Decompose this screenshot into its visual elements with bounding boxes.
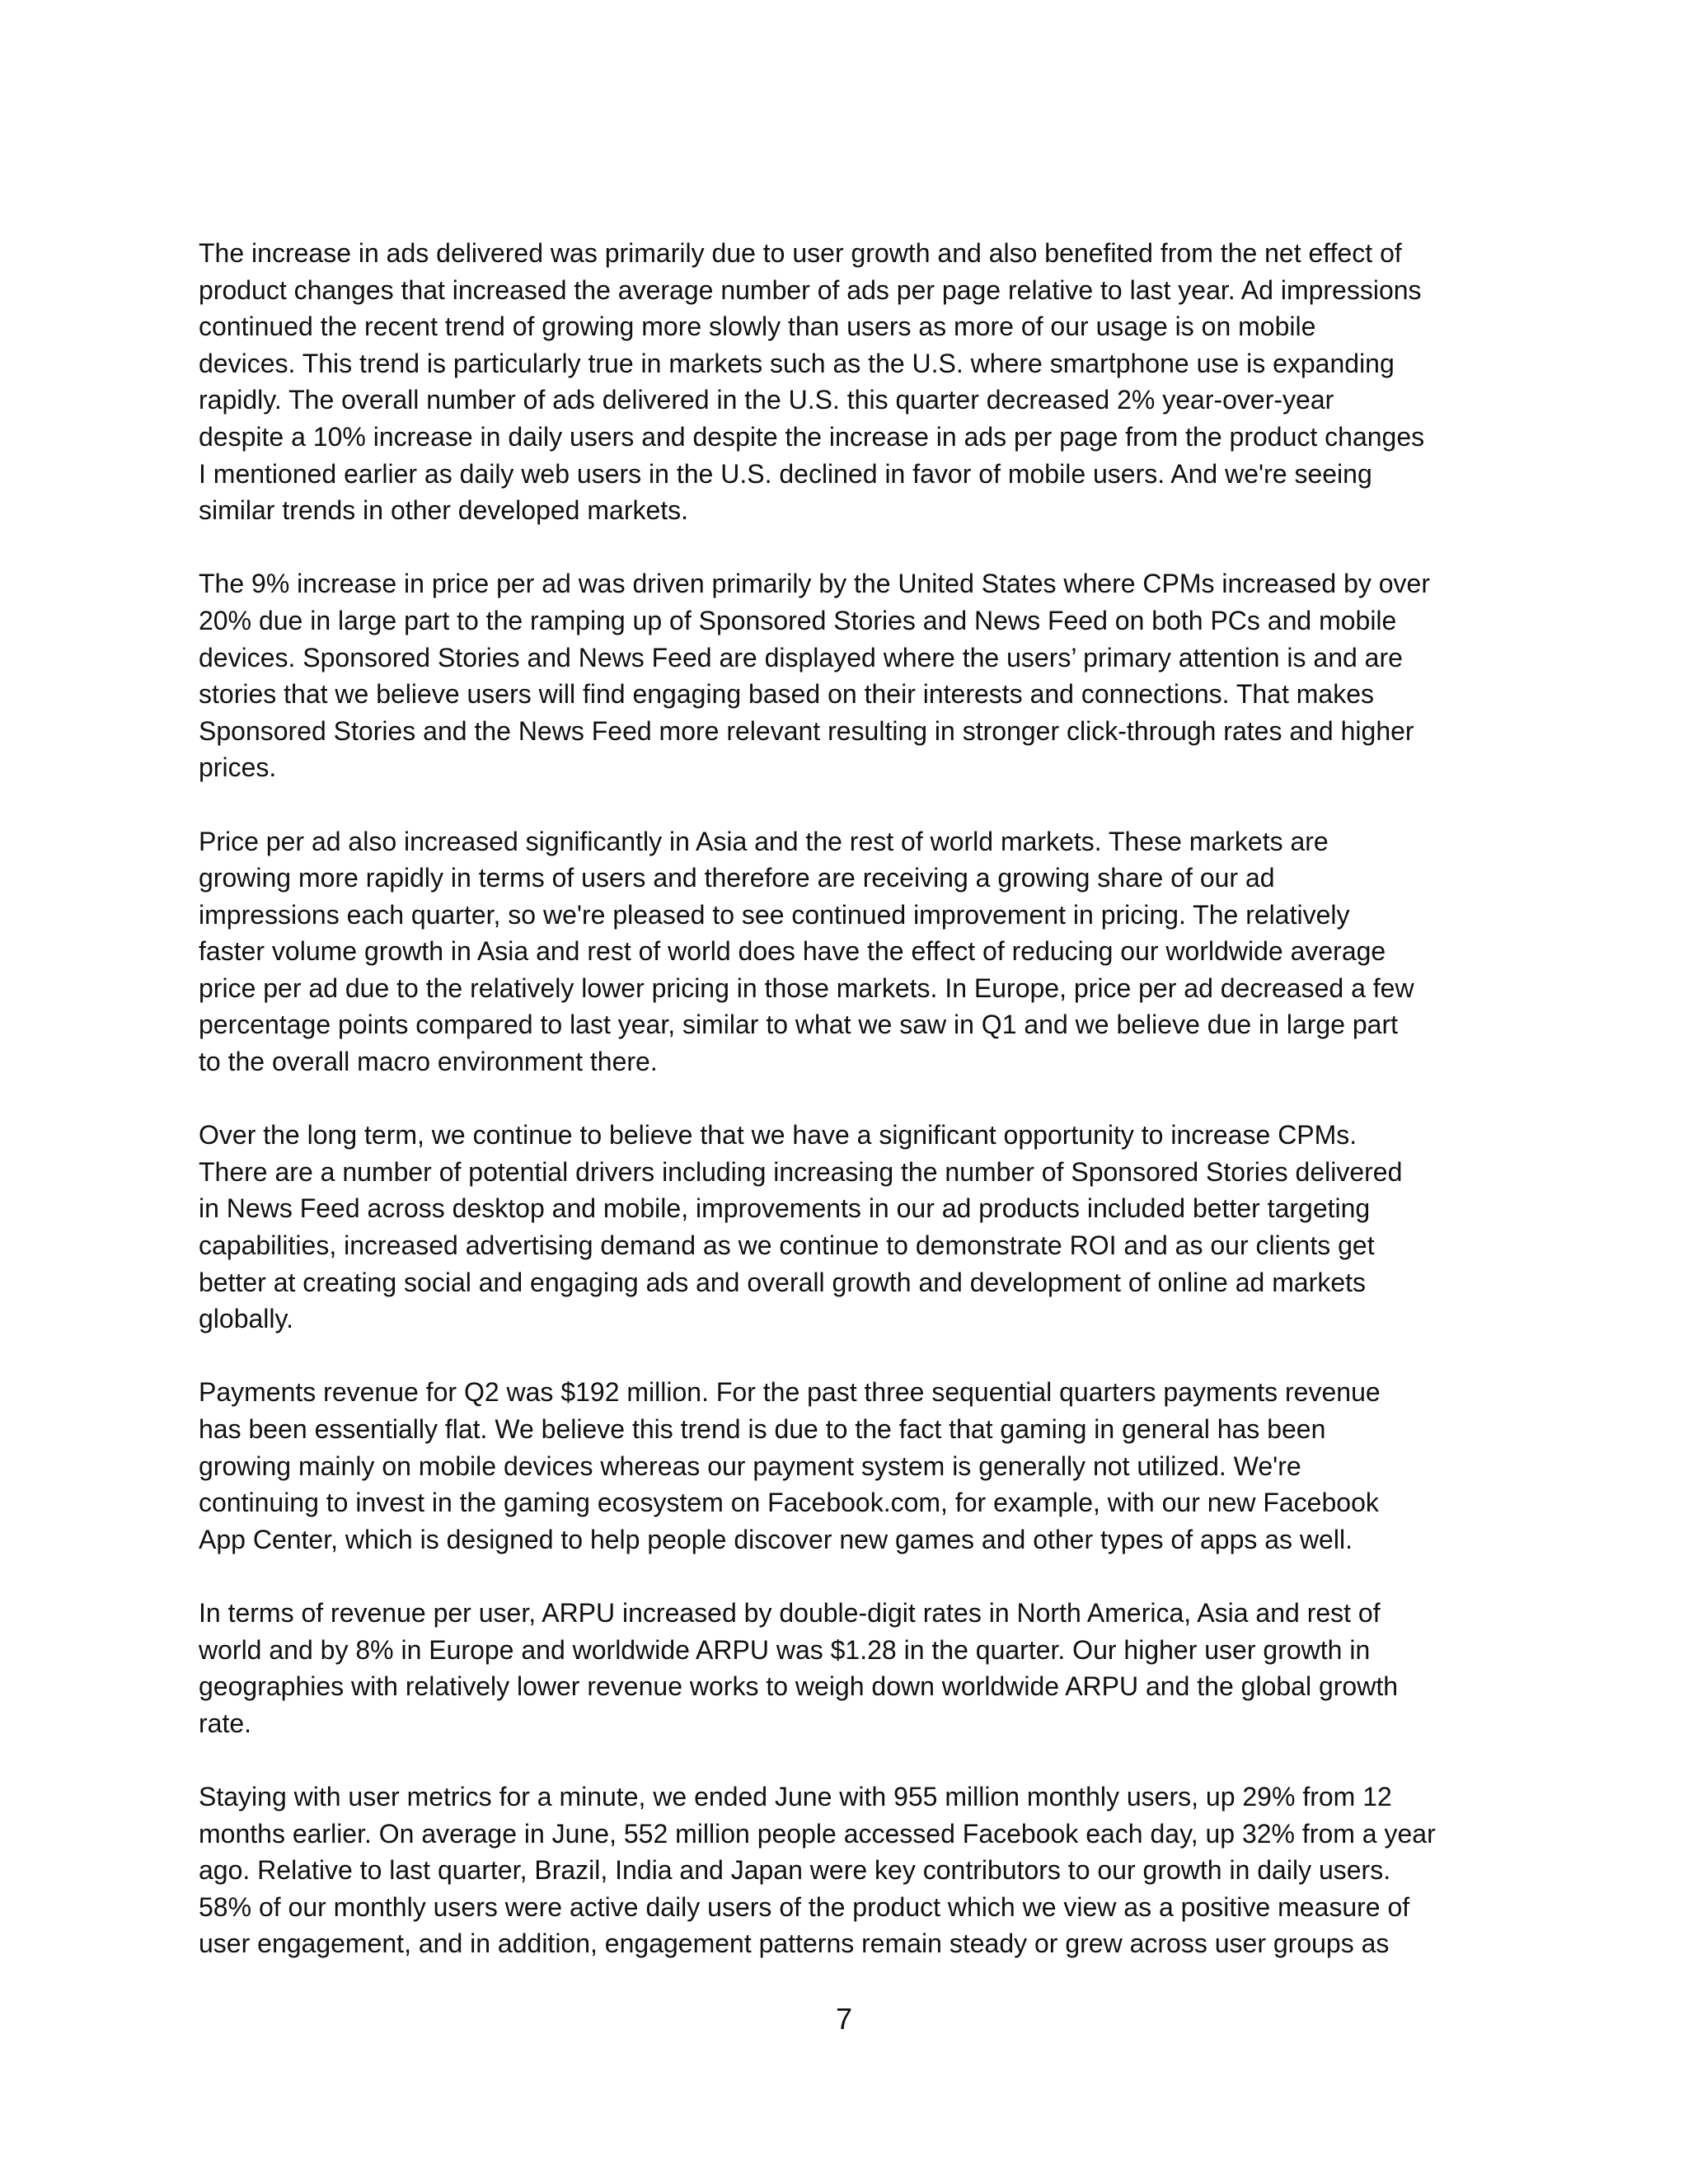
paragraph-user-metrics	[199, 1779, 1497, 1962]
text-line: Staying with user metrics for a minute, we ended June with 955 million monthly users, up 29% from 12	[199, 1781, 1392, 1811]
text-line: growing more rapidly in terms of users and therefore are receiving a growing share of our ad	[199, 863, 1275, 893]
text-line: stories that we believe users will find engaging based on their interests and connections. That makes	[199, 679, 1374, 710]
text-line: ago. Relative to last quarter, Brazil, India and Japan were key contributors to our growth in daily users.	[199, 1855, 1391, 1886]
text-line: I mentioned earlier as daily web users in the U.S. declined in favor of mobile users. And we're seeing	[199, 458, 1372, 489]
text-line: In terms of revenue per user, ARPU increased by double-digit rates in North America, Asia and rest of	[199, 1597, 1381, 1628]
text-line: The 9% increase in price per ad was driven primarily by the United States where CPMs increased by over	[199, 569, 1430, 599]
text-line: 20% due in large part to the ramping up of Sponsored Stories and News Feed on both PCs and mobile	[199, 605, 1397, 635]
text-line: Price per ad also increased significantly in Asia and the rest of world markets. These markets are	[199, 826, 1329, 856]
text-line: price per ad due to the relatively lower pricing in those markets. In Europe, price per ad decreased a few	[199, 972, 1414, 1003]
text-line: devices. Sponsored Stories and News Feed are displayed where the users’ primary attention is and are	[199, 642, 1403, 673]
text-line: continuing to invest in the gaming ecosystem on Facebook.com, for example, with our new Facebook	[199, 1488, 1379, 1518]
text-line: has been essentially flat. We believe this trend is due to the fact that gaming in general has been	[199, 1414, 1326, 1444]
text-line: rapidly. The overall number of ads delivered in the U.S. this quarter decreased 2% year-over-year	[199, 385, 1334, 415]
paragraph-asia-pricing	[199, 823, 1497, 1080]
text-line: better at creating social and engaging ads and overall growth and development of online ad markets	[199, 1267, 1367, 1297]
text-line: rate.	[199, 1708, 252, 1738]
text-line: Over the long term, we continue to believe that we have a significant opportunity to increase CPMs.	[199, 1120, 1357, 1151]
paragraph-price-per-ad	[199, 565, 1497, 786]
text-line: Sponsored Stories and the News Feed more relevant resulting in stronger click-through rates and higher	[199, 715, 1414, 746]
text-line: globally.	[199, 1304, 294, 1334]
text-line: 58% of our monthly users were active daily users of the product which we view as a positive measure of	[199, 1891, 1410, 1922]
text-line: capabilities, increased advertising demand as we continue to demonstrate ROI and as our clients get	[199, 1230, 1375, 1261]
text-line: in News Feed across desktop and mobile, improvements in our ad products included better targeting	[199, 1193, 1371, 1224]
text-line: despite a 10% increase in daily users and despite the increase in ads per page from the product changes	[199, 421, 1425, 452]
text-line: user engagement, and in addition, engagement patterns remain steady or grew across user groups as	[199, 1929, 1390, 1959]
text-line: impressions each quarter, so we're pleased to see continued improvement in pricing. The relatively	[199, 899, 1350, 930]
text-line: world and by 8% in Europe and worldwide ARPU was $1.28 in the quarter. Our higher user growth in	[199, 1634, 1371, 1665]
text-line: percentage points compared to last year, similar to what we saw in Q1 and we believe due in large part	[199, 1010, 1399, 1040]
paragraph-long-term-cpms	[199, 1117, 1497, 1338]
text-line: geographies with relatively lower revenue works to weigh down worldwide ARPU and the global growth	[199, 1671, 1398, 1702]
text-line: faster volume growth in Asia and rest of world does have the effect of reducing our worldwide average	[199, 936, 1386, 967]
text-line: similar trends in other developed markets.	[199, 495, 689, 526]
text-line: App Center, which is designed to help people discover new games and other types of apps as well.	[199, 1524, 1353, 1554]
text-line: continued the recent trend of growing more slowly than users as more of our usage is on mobile	[199, 312, 1316, 342]
text-line: devices. This trend is particularly true in markets such as the U.S. where smartphone use is expanding	[199, 348, 1395, 378]
text-line: product changes that increased the average number of ads per page relative to last year. Ad impressions	[199, 274, 1422, 305]
text-line: Payments revenue for Q2 was $192 million. For the past three sequential quarters payments revenue	[199, 1377, 1381, 1408]
paragraph-arpu	[199, 1595, 1497, 1741]
text-line: The increase in ads delivered was primarily due to user growth and also benefited from the net effect of	[199, 238, 1402, 268]
text-line: prices.	[199, 752, 277, 783]
text-line: growing mainly on mobile devices whereas our payment system is generally not utilized. We're	[199, 1451, 1301, 1481]
text-line: months earlier. On average in June, 552 million people accessed Facebook each day, up 32% from a year	[199, 1818, 1436, 1849]
text-line: There are a number of potential drivers including increasing the number of Sponsored Stories delivered	[199, 1156, 1403, 1187]
paragraph-ads-delivered	[199, 235, 1497, 529]
page-number: 7	[835, 2002, 853, 2036]
body-text	[199, 235, 1497, 1999]
paragraph-payments-revenue	[199, 1374, 1497, 1558]
text-line: to the overall macro environment there.	[199, 1047, 658, 1077]
